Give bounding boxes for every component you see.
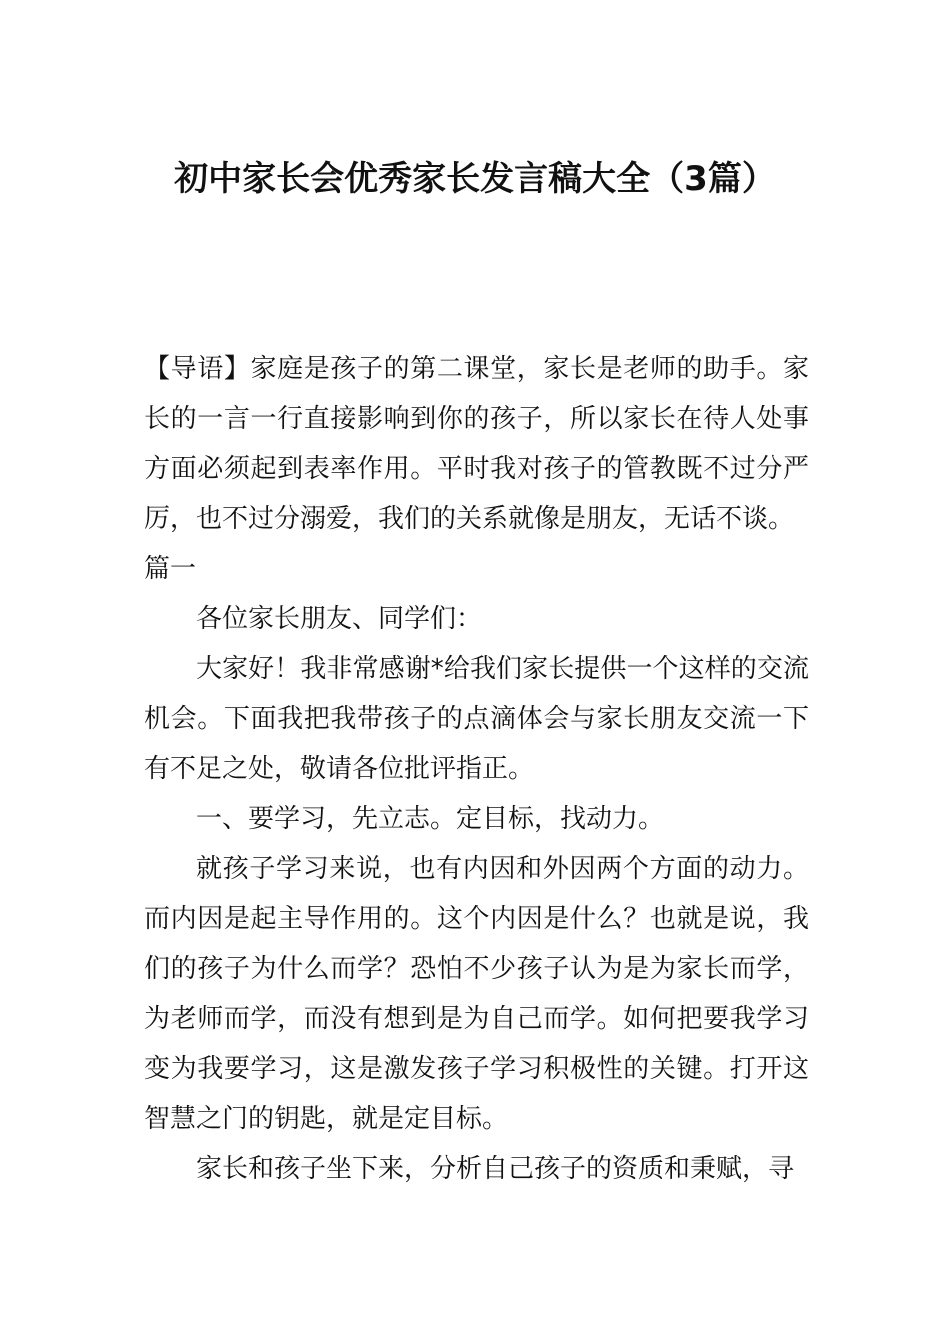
document-body [144, 344, 809, 1194]
greeting-paragraph: 各位家长朋友、同学们： [196, 604, 483, 634]
intro-paragraph: 【导语】家庭是孩子的第二课堂，家长是老师的助手。家长的一言一行直接影响到你的孩子，所以家长在待人处事方面必须起到表率作用。平时我对孩子的管教既不过分严厉，也不过分溺爱，我们的关系就像是朋友，无话不谈。 [144, 354, 809, 534]
body-paragraph: 家长和孩子坐下来，分析自己孩子的资质和秉赋，寻 [196, 1154, 795, 1184]
body-paragraph: 大家好！我非常感谢*给我们家长提供一个这样的交流机会。下面我把我带孩子的点滴体会与家长朋友交流一下有不足之处，敬请各位批评指正。 [144, 654, 809, 784]
document-title: 初中家长会优秀家长发言稿大全（3篇） [174, 159, 776, 199]
point-heading: 一、要学习，先立志。定目标，找动力。 [196, 804, 665, 834]
body-paragraph: 就孩子学习来说，也有内因和外因两个方面的动力。而内因是起主导作用的。这个内因是什么？也就是说，我们的孩子为什么而学？恐怕不少孩子认为是为家长而学，为老师而学，而没有想到是为自己而学。如何把要我学习变为我要学习，这是激发孩子学习积极性的关键。打开这智慧之门的钥匙，就是定目标。 [144, 854, 809, 1134]
section-heading: 篇一 [144, 554, 197, 584]
